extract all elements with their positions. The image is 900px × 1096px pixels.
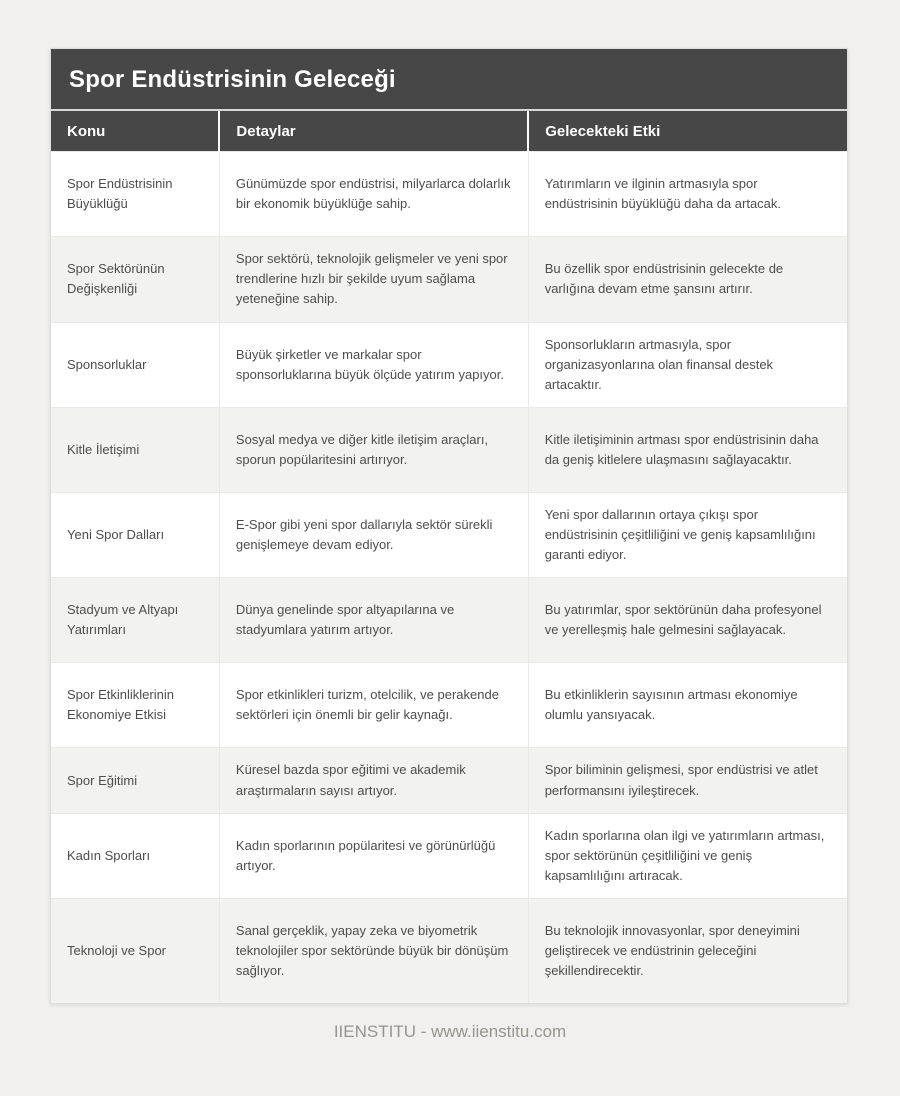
details-cell: Büyük şirketler ve markalar spor sponsorluklarına büyük ölçüde yatırım yapıyor. <box>219 322 528 407</box>
page-title: Spor Endüstrisinin Geleceği <box>69 66 396 93</box>
details-cell: Günümüzde spor endüstrisi, milyarlarca dolarlık bir ekonomik büyüklüğe sahip. <box>219 152 528 237</box>
document-title-bar <box>51 49 847 111</box>
impact-cell: Bu etkinliklerin sayısının artması ekonomiye olumlu yansıyacak. <box>528 663 847 748</box>
table-row <box>51 748 847 813</box>
topic-cell: Kitle İletişimi <box>51 408 219 493</box>
table-row <box>51 663 847 748</box>
table-header <box>51 111 847 152</box>
future-of-sports-table <box>51 111 847 1002</box>
topic-cell: Kadın Sporları <box>51 813 219 898</box>
details-cell: E-Spor gibi yeni spor dallarıyla sektör sürekli genişlemeye devam ediyor. <box>219 493 528 578</box>
topic-cell: Spor Eğitimi <box>51 748 219 813</box>
topic-cell: Spor Sektörünün Değişkenliği <box>51 237 219 322</box>
topic-cell: Stadyum ve Altyapı Yatırımları <box>51 578 219 663</box>
table-row <box>51 322 847 407</box>
impact-cell: Kitle iletişiminin artması spor endüstrisinin daha da geniş kitlelere ulaşmasını sağlayacaktır. <box>528 408 847 493</box>
table-row <box>51 578 847 663</box>
column-header-konu: Konu <box>51 111 219 152</box>
impact-cell: Bu özellik spor endüstrisinin gelecekte de varlığına devam etme şansını artırır. <box>528 237 847 322</box>
details-cell: Küresel bazda spor eğitimi ve akademik araştırmaların sayısı artıyor. <box>219 748 528 813</box>
details-cell: Spor etkinlikleri turizm, otelcilik, ve perakende sektörleri için önemli bir gelir kaynağı. <box>219 663 528 748</box>
table-row <box>51 152 847 237</box>
impact-cell: Sponsorlukların artmasıyla, spor organizasyonlarına olan finansal destek artacaktır. <box>528 322 847 407</box>
impact-cell: Bu yatırımlar, spor sektörünün daha profesyonel ve yerelleşmiş hale gelmesini sağlayacak. <box>528 578 847 663</box>
table-card <box>50 48 848 1004</box>
impact-cell: Yeni spor dallarının ortaya çıkışı spor endüstrisinin çeşitliliğini ve geniş kapsamlılığını garanti ediyor. <box>528 493 847 578</box>
table-row <box>51 493 847 578</box>
topic-cell: Spor Etkinliklerinin Ekonomiye Etkisi <box>51 663 219 748</box>
impact-cell: Bu teknolojik innovasyonlar, spor deneyimini geliştirecek ve endüstrinin geleceğini şekillendirecektir. <box>528 899 847 1003</box>
column-header-detaylar: Detaylar <box>219 111 528 152</box>
table-row <box>51 813 847 898</box>
details-cell: Kadın sporlarının popülaritesi ve görünürlüğü artıyor. <box>219 813 528 898</box>
impact-cell: Spor biliminin gelişmesi, spor endüstrisi ve atlet performansını iyileştirecek. <box>528 748 847 813</box>
details-cell: Sosyal medya ve diğer kitle iletişim araçları, sporun popülaritesini artırıyor. <box>219 408 528 493</box>
table-row <box>51 408 847 493</box>
topic-cell: Teknoloji ve Spor <box>51 899 219 1003</box>
footer-attribution: IIENSTITU - www.iienstitu.com <box>333 1022 567 1041</box>
impact-cell: Yatırımların ve ilginin artmasıyla spor endüstrisinin büyüklüğü daha da artacak. <box>528 152 847 237</box>
details-cell: Sanal gerçeklik, yapay zeka ve biyometrik teknolojiler spor sektöründe büyük bir dönüşüm sağlıyor. <box>219 899 528 1003</box>
details-cell: Spor sektörü, teknolojik gelişmeler ve yeni spor trendlerine hızlı bir şekilde uyum sağlama yeteneğine sahip. <box>219 237 528 322</box>
topic-cell: Spor Endüstrisinin Büyüklüğü <box>51 152 219 237</box>
table-row <box>51 899 847 1003</box>
topic-cell: Sponsorluklar <box>51 322 219 407</box>
table-row <box>51 237 847 322</box>
details-cell: Dünya genelinde spor altyapılarına ve stadyumlara yatırım artıyor. <box>219 578 528 663</box>
topic-cell: Yeni Spor Dalları <box>51 493 219 578</box>
table-body <box>51 152 847 1003</box>
table-header-row <box>51 111 847 152</box>
column-header-gelecekteki-etki: Gelecekteki Etki <box>528 111 847 152</box>
impact-cell: Kadın sporlarına olan ilgi ve yatırımların artması, spor sektörünün çeşitliliğini ve geniş kapsamlılığını artıracak. <box>528 813 847 898</box>
